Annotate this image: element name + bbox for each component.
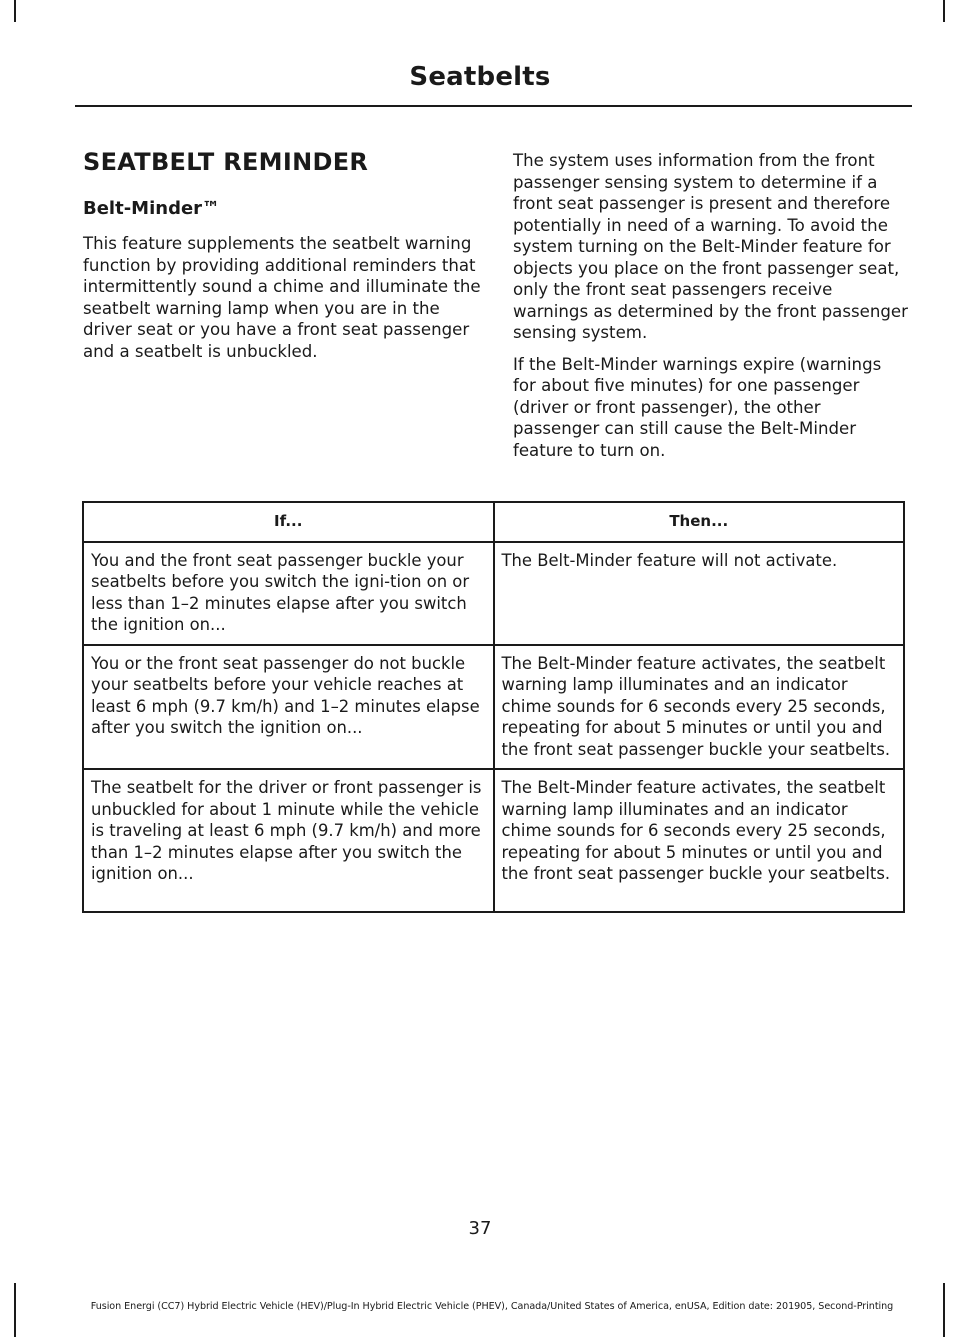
subsection-title: Belt-Minder™ <box>83 198 221 219</box>
table-cell-if: You or the front seat passenger do not buckle your seatbelts before your vehicle reaches at least 6 mph (9.7 km/h) and 1–2 minutes elapse after you switch the ignition on... <box>83 645 494 770</box>
left-column <box>83 148 485 372</box>
table-cell-then: The Belt-Minder feature activates, the seatbelt warning lamp illuminates and an indicator chime sounds for 6 seconds every 25 seconds, repeating for about 5 minutes or until you and the front seat passenger buckle your seatbelts. <box>494 645 905 770</box>
crop-mark-top-left <box>14 0 16 22</box>
page-header-title: Seatbelts <box>409 62 551 92</box>
footer-edition-info: Fusion Energi (CC7) Hybrid Electric Vehicle (HEV)/Plug-In Hybrid Electric Vehicle (PHEV), Canada/United States of America, enUSA, Edition date: 201905, Second-Printing <box>90 1301 894 1312</box>
table-header-row <box>83 502 904 542</box>
table-row <box>83 645 904 770</box>
crop-mark-top-right <box>943 0 945 22</box>
table-row <box>83 769 904 912</box>
table-row <box>83 542 904 645</box>
paragraph-sensing-system: The system uses information from the front passenger sensing system to determine if a front seat passenger is present and therefore potentially in need of a warning. To avoid the system turning on the Belt-Minder feature for objects you place on the front passenger seat, only the front seat passengers receive warnings as determined by the front passenger sensing system. <box>513 151 908 342</box>
header-divider <box>75 105 912 107</box>
table-cell-if: The seatbelt for the driver or front passenger is unbuckled for about 1 minute while the vehicle is traveling at least 6 mph (9.7 km/h) and more than 1–2 minutes elapse after you switch the ignition on... <box>83 769 494 912</box>
column-header-if: If... <box>83 502 494 542</box>
intro-paragraph: This feature supplements the seatbelt warning function by providing additional reminders that intermittently sound a chime and illuminate the seatbelt warning lamp when you are in the driver seat or you have a front seat passenger and a seatbelt is unbuckled. <box>83 234 481 361</box>
table-cell-if: You and the front seat passenger buckle your seatbelts before you switch the igni-tion on or less than 1–2 minutes elapse after you switch the ignition on... <box>83 542 494 645</box>
page-number: 37 <box>468 1218 492 1239</box>
right-column <box>513 148 908 471</box>
section-title: SEATBELT REMINDER <box>83 148 369 176</box>
paragraph-warnings-expire: If the Belt-Minder warnings expire (warnings for about five minutes) for one passenger (driver or front passenger), the other passenger can still cause the Belt-Minder feature to turn on. <box>513 354 882 460</box>
table-cell-then: The Belt-Minder feature will not activate. <box>494 542 905 645</box>
table-cell-then: The Belt-Minder feature activates, the seatbelt warning lamp illuminates and an indicator chime sounds for 6 seconds every 25 seconds, repeating for about 5 minutes or until you and the front seat passenger buckle your seatbelts. <box>494 769 905 912</box>
belt-minder-table <box>82 501 905 913</box>
column-header-then: Then... <box>494 502 905 542</box>
